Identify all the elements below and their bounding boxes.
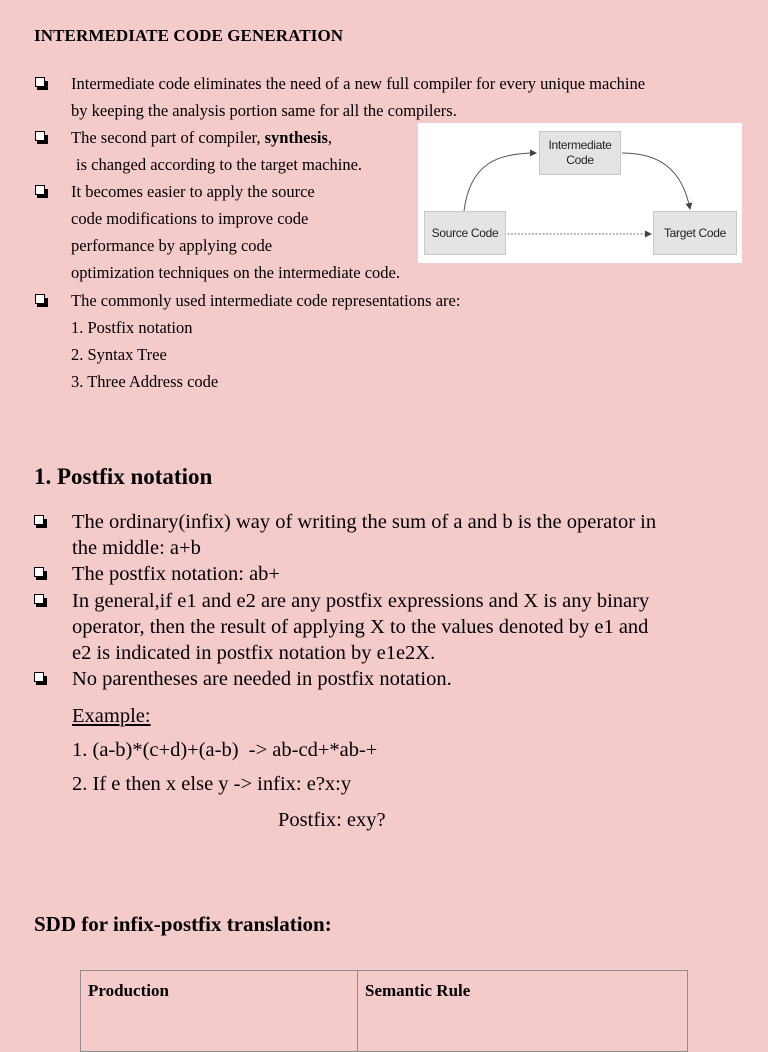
example-2: 2. If e then x else y -> infix: e?x:y xyxy=(72,773,352,795)
text-line: operator, then the result of applying X to the values denoted by e1 and xyxy=(72,616,649,638)
text-line: by keeping the analysis portion same for all the compilers. xyxy=(71,101,457,120)
box-label: Intermediate xyxy=(548,138,612,152)
text-line: is changed according to the target machine. xyxy=(76,155,363,174)
example-label: Example: xyxy=(72,705,151,727)
box-label: Target Code xyxy=(663,226,727,240)
text-line xyxy=(71,124,362,151)
bold-term: synthesis xyxy=(264,128,328,147)
text-line: code modifications to improve code xyxy=(71,209,309,228)
text-line: It becomes easier to apply the source xyxy=(71,182,315,201)
table-row xyxy=(81,971,688,1052)
bullet-icon xyxy=(34,567,44,577)
text-line: performance by applying code xyxy=(71,236,273,255)
sdd-heading: SDD for infix-postfix translation: xyxy=(34,912,332,936)
bullet-icon xyxy=(35,77,45,87)
postfix-bullet-4: No parentheses are needed in postfix notation. xyxy=(72,668,452,690)
bullet-icon xyxy=(34,672,44,682)
intro-bullet-2 xyxy=(71,124,362,178)
text-line: the middle: a+b xyxy=(72,537,201,559)
text-span: , xyxy=(327,128,333,147)
box-label: Source Code xyxy=(431,226,499,240)
rep-item: 3. Three Address code xyxy=(71,372,219,391)
intermediate-code-box xyxy=(539,131,621,175)
table-header-production: Production xyxy=(81,971,358,1052)
text-line: Intermediate code eliminates the need of a new full compiler for every unique machine xyxy=(71,74,646,93)
section-heading: 1. Postfix notation xyxy=(34,464,213,489)
text-span: The second part of compiler, xyxy=(71,128,265,147)
text-line: e2 is indicated in postfix notation by e1e2X. xyxy=(72,642,436,664)
postfix-bullet-2: The postfix notation: ab+ xyxy=(72,563,280,585)
intro-bullet-4 xyxy=(71,287,460,395)
box-label: Code xyxy=(566,153,594,167)
bullet-icon xyxy=(35,131,45,141)
intro-bullet-1 xyxy=(71,70,645,124)
bullet-icon xyxy=(35,185,45,195)
sdd-table xyxy=(80,970,688,1052)
target-code-box xyxy=(653,211,737,255)
text-line: optimization techniques on the intermediate code. xyxy=(71,263,400,282)
bullet-icon xyxy=(34,594,44,604)
page-title: INTERMEDIATE CODE GENERATION xyxy=(34,26,344,45)
intro-bullet-3 xyxy=(71,178,400,286)
bullet-icon xyxy=(34,515,44,525)
source-code-box xyxy=(424,211,506,255)
text-line: The commonly used intermediate code representations are: xyxy=(71,291,461,310)
rep-item: 1. Postfix notation xyxy=(71,318,193,337)
example-2-postfix: Postfix: exy? xyxy=(278,809,386,831)
compiler-diagram xyxy=(418,123,742,263)
text-line: In general,if e1 and e2 are any postfix expressions and X is any binary xyxy=(72,590,650,612)
postfix-bullet-3 xyxy=(72,588,649,666)
table-header-semantic-rule: Semantic Rule xyxy=(358,971,688,1052)
text-line: The ordinary(infix) way of writing the sum of a and b is the operator in xyxy=(72,511,657,533)
bullet-icon xyxy=(35,294,45,304)
example-1: 1. (a-b)*(c+d)+(a-b) -> ab-cd+*ab-+ xyxy=(72,739,378,761)
postfix-bullet-1 xyxy=(72,509,656,561)
rep-item: 2. Syntax Tree xyxy=(71,345,167,364)
